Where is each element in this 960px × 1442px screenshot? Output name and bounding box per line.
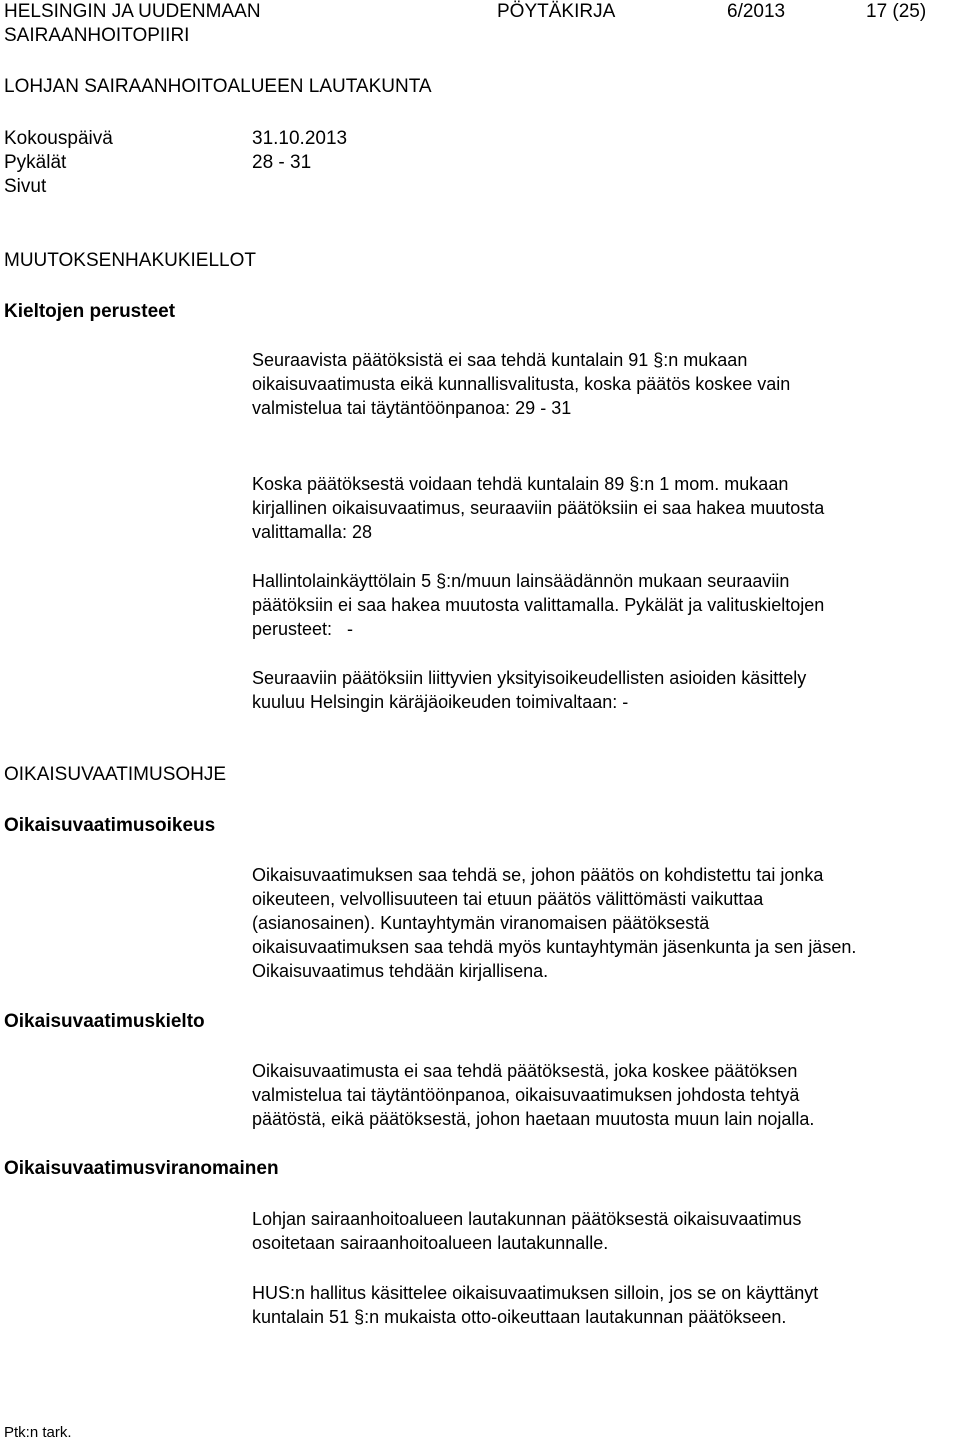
paragraph-right-to-request [252,863,952,983]
document-type: PÖYTÄKIRJA [497,1,616,22]
meeting-date-label: Kokouspäivä [4,128,113,149]
subheading-oikaisuvaatimusoikeus: Oikaisuvaatimusoikeus [4,815,216,836]
text-line: oikeuteen, velvollisuuteen tai etuun päätös välittömästi vaikuttaa [252,889,764,909]
text-line: Oikaisuvaatimuksen saa tehdä se, johon päätös on kohdistettu tai jonka [252,865,824,885]
text-line: Lohjan sairaanhoitoalueen lautakunnan päätöksestä oikaisuvaatimus [252,1209,802,1229]
text-line: Seuraavista päätöksistä ei saa tehdä kuntalain 91 §:n mukaan [252,350,748,370]
text-line: (asianosainen). Kuntayhtymän viranomaisen päätöksestä [252,913,710,933]
minutes-checker-label: Ptk:n tark. [4,1424,72,1441]
section-heading-oikaisuvaatimusohje: OIKAISUVAATIMUSOHJE [4,764,227,785]
sections-label: Pykälät [4,152,67,173]
sections-value: 28 - 31 [252,152,312,173]
text-line: Koska päätöksestä voidaan tehdä kuntalain 89 §:n 1 mom. mukaan [252,474,789,494]
board-name: LOHJAN SAIRAANHOITOALUEEN LAUTAKUNTA [4,76,432,97]
page-number: 17 (25) [866,1,927,22]
text-line: päätöksiin ei saa hakea muutosta valittamalla. Pykälät ja valituskieltojen [252,595,825,615]
text-line: kirjallinen oikaisuvaatimus, seuraaviin päätöksiin ei saa hakea muutosta [252,498,825,518]
paragraph-district-court [252,666,952,714]
paragraph-authority [252,1207,952,1255]
meeting-date-value: 31.10.2013 [252,128,348,149]
paragraph-request-prohibition [252,1059,952,1131]
text-line: oikaisuvaatimuksen saa tehdä myös kuntayhtymän jäsenkunta ja sen jäsen. [252,937,857,957]
text-line: kuuluu Helsingin käräjäoikeuden toimivaltaan: - [252,692,629,712]
text-line: HUS:n hallitus käsittelee oikaisuvaatimuksen silloin, jos se on käyttänyt [252,1283,819,1303]
subheading-oikaisuvaatimusviranomainen: Oikaisuvaatimusviranomainen [4,1158,279,1179]
text-line: valittamalla: 28 [252,522,373,542]
text-line: osoitetaan sairaanhoitoalueen lautakunnalle. [252,1233,609,1253]
section-heading-muutoksenhakukiellot: MUUTOKSENHAKUKIELLOT [4,250,256,271]
document-number: 6/2013 [727,1,786,22]
org-name-line1: HELSINGIN JA UUDENMAAN [4,1,261,22]
pages-label: Sivut [4,176,47,197]
subheading-oikaisuvaatimuskielto: Oikaisuvaatimuskielto [4,1011,205,1032]
paragraph-board-takeover [252,1281,952,1329]
text-line: päätöstä, eikä päätöksestä, johon haetaan muutosta muun lain nojalla. [252,1109,815,1129]
paragraph-no-appeal-preparation [252,348,952,420]
text-line: perusteet: - [252,619,354,639]
text-line: Hallintolainkäyttölain 5 §:n/muun lainsäädännön mukaan seuraaviin [252,571,790,591]
text-line: oikaisuvaatimusta eikä kunnallisvalitusta, koska päätös koskee vain [252,374,791,394]
subheading-kieltojen-perusteet: Kieltojen perusteet [4,301,176,322]
text-line: valmistelua tai täytäntöönpanoa: 29 - 31 [252,398,572,418]
text-line: Oikaisuvaatimusta ei saa tehdä päätöksestä, joka koskee päätöksen [252,1061,798,1081]
org-name-line2: SAIRAANHOITOPIIRI [4,25,190,46]
paragraph-administrative-law [252,569,952,641]
paragraph-rectification-request [252,472,952,544]
text-line: valmistelua tai täytäntöönpanoa, oikaisuvaatimuksen johdosta tehtyä [252,1085,800,1105]
text-line: Oikaisuvaatimus tehdään kirjallisena. [252,961,549,981]
text-line: kuntalain 51 §:n mukaista otto-oikeuttaan lautakunnan päätökseen. [252,1307,787,1327]
text-line: Seuraaviin päätöksiin liittyvien yksityisoikeudellisten asioiden käsittely [252,668,807,688]
